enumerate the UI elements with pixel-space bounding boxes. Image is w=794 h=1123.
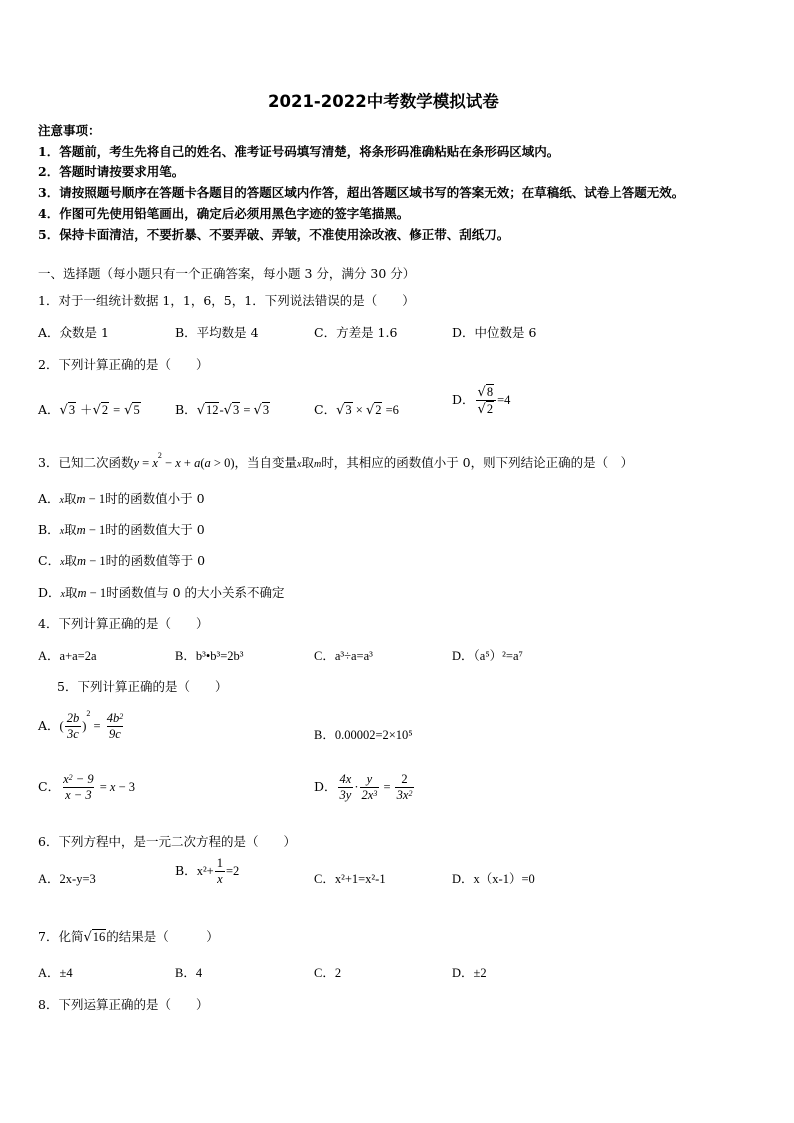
page-title: 2021-2022中考数学模拟试卷: [268, 92, 499, 111]
option-b: B．0.00002=2×10⁵: [314, 728, 413, 742]
question-stem: 6．下列方程中，是一元二次方程的是（ ）: [38, 834, 296, 849]
notice-item: 1．答题前，考生先将自己的姓名、准考证号码填写清楚，将条形码准确粘贴在条形码区域内。: [38, 144, 560, 159]
option-c: C．2: [314, 966, 342, 980]
option-b: B．√12-√3 = √3: [175, 402, 270, 418]
question-stem: 4．下列计算正确的是（ ）: [38, 616, 209, 631]
option-b: B．4: [175, 966, 203, 980]
notice-item: 3．请按照题号顺序在答题卡各题目的答题区域内作答，超出答题区域书写的答案无效；在草稿纸、试卷上答题无效。: [38, 185, 685, 200]
notice-item: 4．作图可先使用铅笔画出，确定后必须用黑色字迹的签字笔描黑。: [38, 206, 410, 221]
option-a: A．( $\frac{2b}{3c}$ )$^2$ = $\frac{4b^2}{9c}$: [38, 709, 124, 741]
question-stem: 5．下列计算正确的是（ ）: [57, 679, 228, 694]
question-stem: 1．对于一组统计数据 1，1，6，5，1．下列说法错误的是（ ）: [38, 293, 415, 308]
question-stem: 7．化简√16的结果是（ ）: [38, 929, 219, 945]
option-a: A．2x-y=3: [38, 872, 96, 886]
option-a: A．x取m − 1时的函数值小于 0: [38, 491, 205, 506]
option-d: D．中位数是 6: [452, 325, 537, 340]
option-b: B．平均数是 4: [175, 325, 259, 340]
option-b: B．x取m − 1时的函数值大于 0: [38, 522, 205, 537]
notice-item: 2．答题时请按要求用笔。: [38, 164, 185, 179]
option-d: D．（a⁵）²=a⁷: [452, 649, 523, 663]
notice-item: 5．保持卡面清洁，不要折暴、不要弄破、弄皱，不准使用涂改液、修正带、刮纸刀。: [38, 227, 510, 242]
question-stem: 8．下列运算正确的是（ ）: [38, 997, 209, 1012]
option-c: C． $\frac{x^2 - 9}{x - 3}$ = x − 3: [38, 772, 136, 802]
section-heading: 一、选择题（每小题只有一个正确答案，每小题 3 分，满分 30 分）: [38, 266, 416, 281]
option-a: A．±4: [38, 966, 73, 980]
option-a: A．√3 ＋√2 = √5: [38, 402, 140, 418]
option-d: D． $\frac{√8}{√2}$ =4: [452, 385, 511, 417]
option-d: D．±2: [452, 966, 487, 980]
option-c: C．x²+1=x²-1: [314, 872, 386, 886]
option-c: C．方差是 1.6: [314, 325, 398, 340]
option-c: C．x取m − 1时的函数值等于 0: [38, 553, 206, 568]
question-stem: 3．已知二次函数$y = x^2 - x + a(a > 0)$，当自变量x取m时，其相应的函数值小于 0，则下列结论正确的是（ ）: [38, 451, 634, 470]
option-a: A．众数是 1: [38, 325, 109, 340]
option-b: B．b³•b³=2b³: [175, 649, 244, 663]
option-d: D．x（x-1）=0: [452, 872, 535, 886]
option-d: D．x取m − 1时函数值与 0 的大小关系不确定: [38, 585, 285, 600]
option-b: B．x²+ $\frac{1}{x}$ =2: [175, 856, 240, 886]
notice-heading: 注意事项：: [38, 123, 101, 138]
option-c: C．√3 × √2 =6: [314, 402, 399, 418]
option-c: C．a³÷a=a³: [314, 649, 373, 663]
option-d: D． $\frac{4x}{3y}$ · $\frac{y}{2x^3}$ = $\frac{2}{3x^2}$: [314, 772, 413, 802]
question-stem: 2．下列计算正确的是（ ）: [38, 357, 209, 372]
option-a: A．a+a=2a: [38, 649, 97, 663]
